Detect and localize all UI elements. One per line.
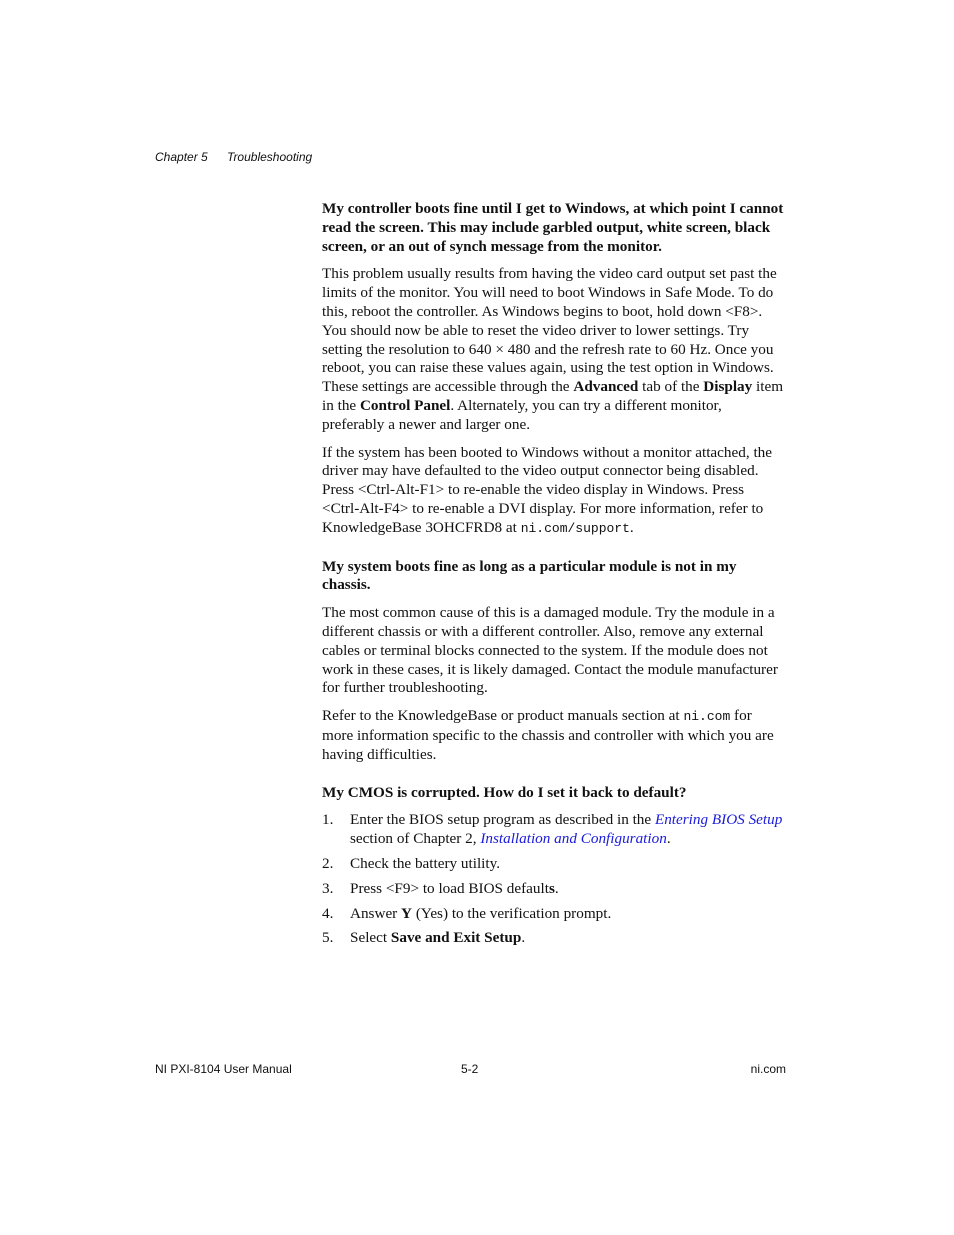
bold-run: Y <box>401 904 413 922</box>
chapter-label: Chapter 5 <box>155 150 208 164</box>
advanced-term: Advanced <box>573 378 639 396</box>
text-run: Select <box>350 929 391 947</box>
page-number: 5-2 <box>461 1062 479 1076</box>
page-content <box>322 200 784 954</box>
bold-run: s <box>548 879 555 897</box>
text-run: tab of the <box>638 378 704 396</box>
list-item <box>322 905 784 924</box>
question-1-paragraph-2 <box>322 444 784 539</box>
step-number: 4. <box>322 904 334 922</box>
manual-title: NI PXI-8104 User Manual <box>155 1062 292 1076</box>
step-number: 5. <box>322 929 334 947</box>
display-term: Display <box>703 378 753 396</box>
text-run: . Alternately, you can try a different monitor, preferably a newer and larger one. <box>322 396 722 433</box>
text-run: . <box>521 929 526 947</box>
entering-bios-setup-link[interactable]: Entering BIOS Setup <box>654 811 783 829</box>
text-run: Answer <box>350 904 402 922</box>
list-item <box>322 880 784 899</box>
website: ni.com <box>750 1062 786 1076</box>
text-run: section of Chapter 2, <box>350 830 481 848</box>
support-url: ni.com/support <box>520 520 630 536</box>
question-2-paragraph-2 <box>322 707 784 764</box>
section-label: Troubleshooting <box>227 150 313 164</box>
list-item <box>322 929 784 948</box>
question-2-paragraph-1: The most common cause of this is a damaged module. Try the module in a different chassis or with a different controller. Also, remove any external cables or terminal blocks connected to the system. If the module does not work in these cases, it is likely damaged. Contact the module manufacturer for further troubleshooting. <box>322 604 778 697</box>
question-3-heading: My CMOS is corrupted. How do I set it back to default? <box>322 783 687 801</box>
text-run: (Yes) to the verification prompt. <box>412 904 612 922</box>
text-run: Press <F9> to load BIOS default <box>350 879 549 897</box>
bold-run: Save and Exit Setup <box>390 929 522 947</box>
question-2-heading: My system boots fine as long as a particular module is not in my chassis. <box>322 557 737 594</box>
control-panel-term: Control Panel <box>359 396 451 414</box>
text-run: Refer to the KnowledgeBase or product manuals section at <box>322 707 684 725</box>
text-run: Check the battery utility. <box>350 854 501 872</box>
text-run: item in the <box>322 378 784 414</box>
step-number: 3. <box>322 879 334 897</box>
text-run: for more information specific to the chassis and controller with which you are having difficulties. <box>322 707 774 763</box>
list-item <box>322 855 784 874</box>
text-run: . <box>629 518 634 536</box>
text-run: . <box>554 879 559 897</box>
text-run: If the system has been booted to Windows without a monitor attached, the driver may have defaulted to the video output connector being disabled. Press <Ctrl-Alt-F1> to re-enable the video display in Windows. Press <Ctrl-Alt-F4> to re-enable a DVI display. For more information, refer to KnowledgeBase 3OHCFRD8 at <box>322 443 772 536</box>
installation-configuration-link[interactable]: Installation and Configuration <box>480 830 667 848</box>
cmos-steps-list <box>322 811 784 948</box>
ni-url: ni.com <box>683 709 731 725</box>
page-footer <box>155 1062 786 1078</box>
step-number: 1. <box>322 811 334 829</box>
question-1-heading: My controller boots fine until I get to Windows, at which point I cannot read the screen. This may include garbled output, white screen, black screen, or an out of synch message from the monitor. <box>322 200 784 255</box>
list-item <box>322 811 784 849</box>
question-1-paragraph-1 <box>322 265 784 434</box>
step-number: 2. <box>322 854 334 872</box>
text-run: Enter the BIOS setup program as described in the <box>350 811 655 829</box>
text-run: . <box>666 830 671 848</box>
running-header <box>155 150 312 164</box>
text-run: This problem usually results from having the video card output set past the limits of the monitor. You will need to boot Windows in Safe Mode. To do this, reboot the controller. As Windows begins to boot, hold down <F8>. You should now be able to reset the video driver to lower settings. Try setting the resolution to 640 × 480 and the refresh rate to 60 Hz. Once you reboot, you can raise these values again, using the test option in Windows. These settings are accessible through the <box>322 265 777 396</box>
